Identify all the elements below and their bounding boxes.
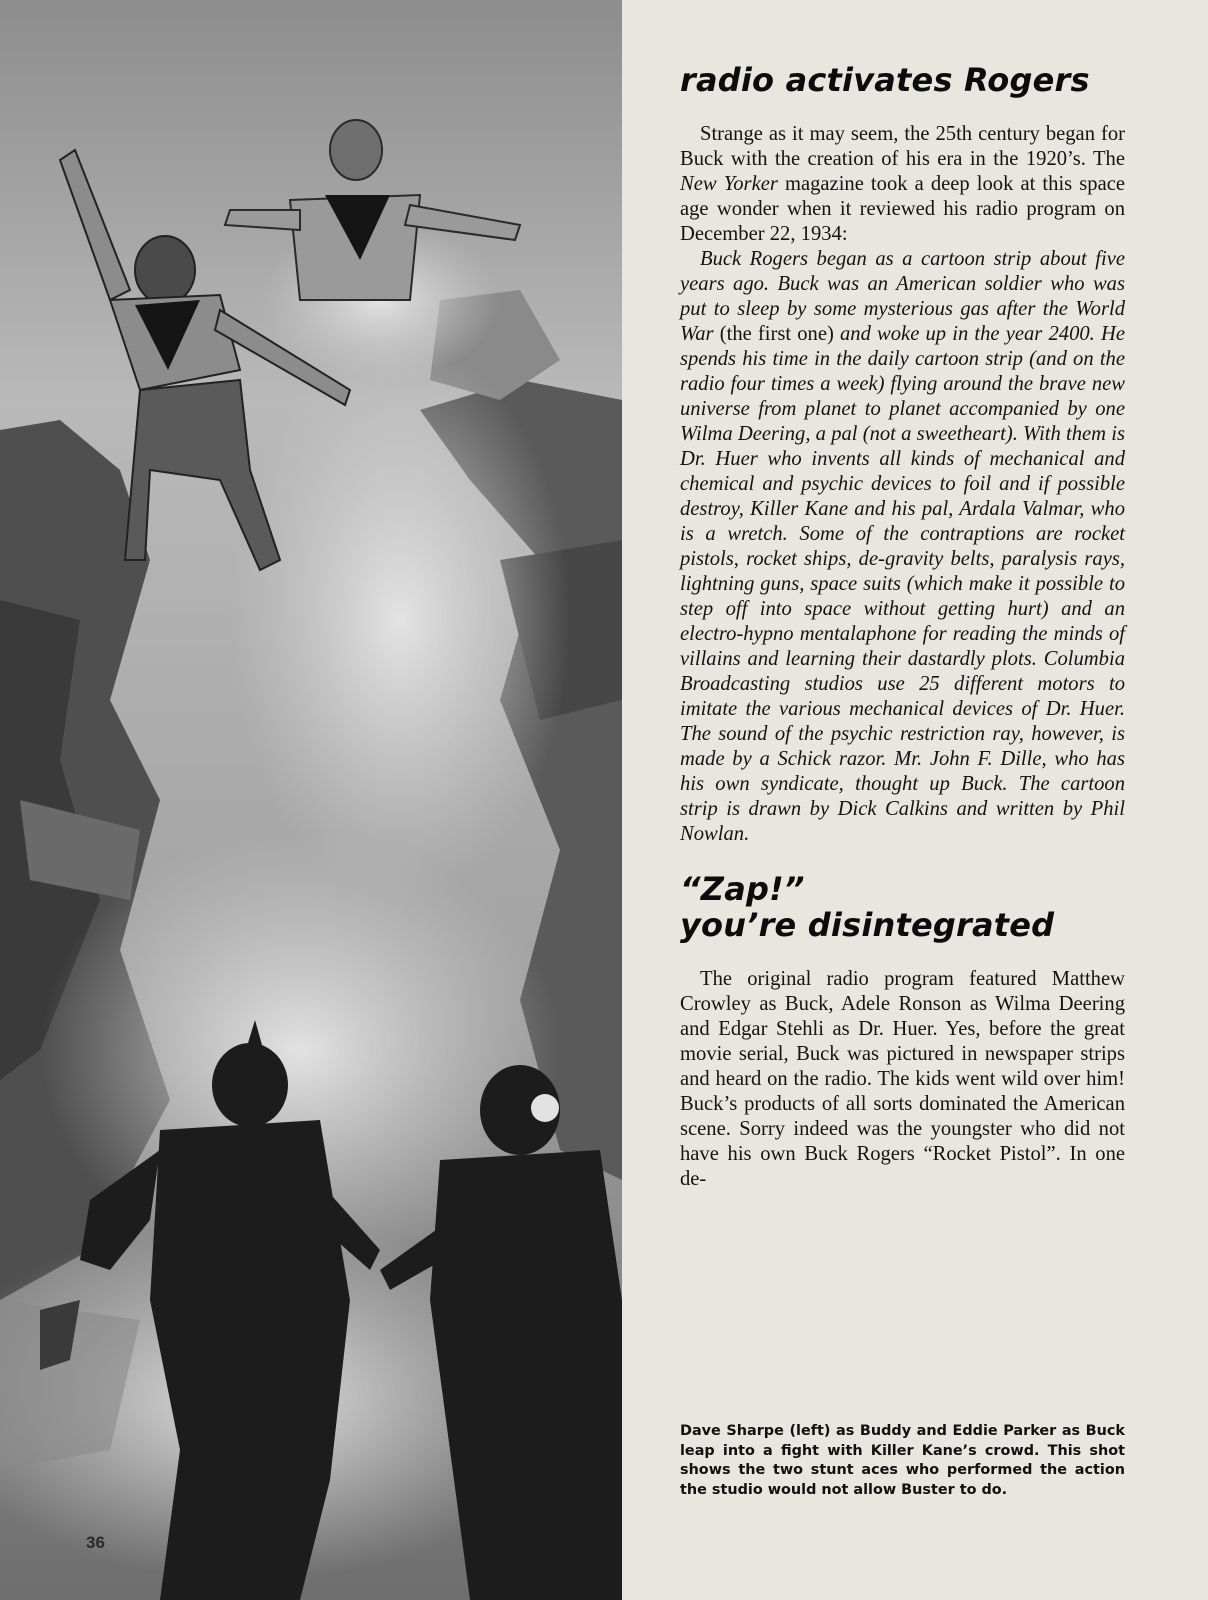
quote-text-2: and woke up in the year 2400. He spends his time in the daily cartoon strip (and on the radio four times a week) flying around the brave new universe from planet to planet accompanied by one Wilma Deering, a pal (not a sweetheart). With them is Dr. Huer who invents all kinds of mechanical and chemical and psychic devices to foil and if possible destroy, Killer Kane and his pal, Ardala Valmar, who is a wretch. Some of the contraptions are rocket pistols, rocket ships, de-gravity belts, paralysis rays, lightning guns, space suits (which make it possible to step off into space without getting hurt) and an electro-hypno mentalaphone for reading the minds of villains and learning their dastardly plots. Columbia Broadcasting studios use 25 different motors to imitate the various mechanical devices of Dr. Huer. The sound of the psychic restriction ray, however, is made by a Schick razor. Mr. John F. Dille, who has his own syndicate, thought up Buck. The cartoon strip is drawn by Dick Calkins and written by Phil Nowlan. [680, 323, 1125, 845]
review-quote [680, 247, 1125, 847]
quote-text-1: Buck Rogers began as a cartoon strip about five years ago. Buck was an American soldier who was put to sleep by some mysterious gas after the World War [680, 248, 1125, 345]
section2-headline-line2: you’re disintegrated [680, 906, 1055, 944]
intro-text-2: magazine took a deep look at this space age wonder when it reviewed his radio program on December 22, 1934: [680, 173, 1125, 245]
intro-text-1: Strange as it may seem, the 25th century began for Buck with the creation of his era in the 1920’s. The [680, 123, 1125, 170]
section2-headline [680, 871, 1125, 943]
intro-paragraph [680, 122, 1125, 247]
article-column [680, 62, 1125, 1192]
page-number: 36 [86, 1533, 105, 1552]
section1-body [680, 122, 1125, 847]
section2-body [680, 967, 1125, 1192]
section2-headline-line1: “Zap!” [680, 870, 805, 908]
quote-upright-text: (the first one) [719, 323, 834, 345]
photo-caption: Dave Sharpe (left) as Buddy and Eddie Parker as Buck leap into a fight with Killer Kane’s crowd. This shot shows the two stunt aces who performed the action the studio would not allow Buster to do. [680, 1423, 1125, 1498]
intro-magazine-name: New Yorker [680, 173, 778, 195]
section1-headline: radio activates Rogers [680, 61, 1090, 99]
section2-paragraph: The original radio program featured Matthew Crowley as Buck, Adele Ronson as Wilma Deering and Edgar Stehli as Dr. Huer. Yes, before the great movie serial, Buck was pictured in newspaper strips and heard on the radio. The kids went wild over him! Buck’s products of all sorts dominated the American scene. Sorry indeed was the youngster who did not have his own Buck Rogers “Rocket Pistol”. In one de- [680, 968, 1125, 1190]
